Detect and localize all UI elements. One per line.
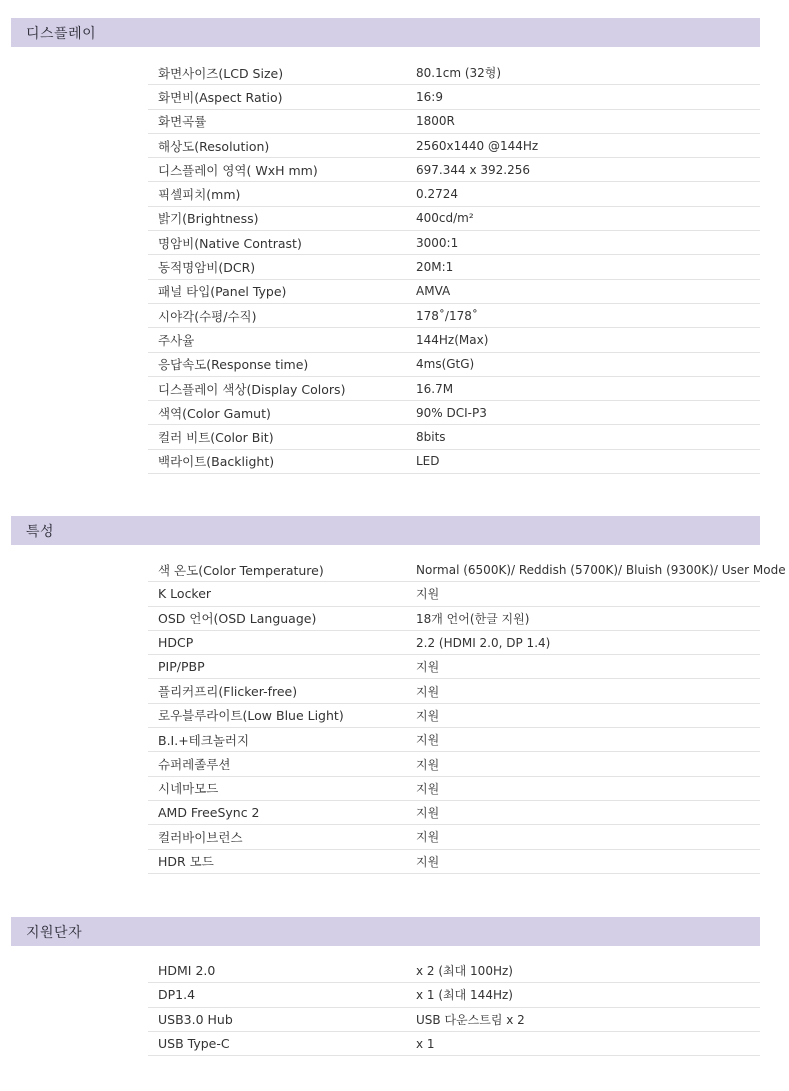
- spec-label: 해상도(Resolution): [158, 138, 270, 154]
- spec-label: USB3.0 Hub: [158, 1011, 233, 1027]
- spec-value: Normal (6500K)/ Reddish (5700K)/ Bluish (9300K)/ User Mode: [416, 562, 786, 577]
- ports-section-title: 지원단자: [26, 924, 83, 941]
- spec-label: OSD 언어(OSD Language): [158, 611, 317, 627]
- spec-row: [148, 728, 760, 752]
- spec-value: 지원: [416, 587, 440, 602]
- spec-label: 디스플레이 영역( WxH mm): [158, 162, 318, 178]
- spec-row: [148, 401, 760, 425]
- spec-label: 슈퍼레졸루션: [158, 757, 231, 773]
- spec-value: 지원: [416, 757, 440, 772]
- spec-row: [148, 182, 760, 206]
- spec-value: 3000:1: [416, 235, 459, 250]
- spec-label: 디스플레이 색상(Display Colors): [158, 381, 346, 397]
- spec-value: 2560x1440 @144Hz: [416, 138, 539, 153]
- spec-label: 주사율: [158, 332, 195, 348]
- spec-value: 8bits: [416, 430, 446, 445]
- spec-label: 로우블루라이트(Low Blue Light): [158, 708, 344, 724]
- spec-label: HDMI 2.0: [158, 963, 216, 979]
- spec-row: [148, 280, 760, 304]
- spec-value: 16:9: [416, 89, 443, 104]
- ports-spec-table: [148, 959, 760, 1056]
- spec-row: [148, 353, 760, 377]
- spec-value: 80.1cm (32형): [416, 66, 502, 81]
- spec-label: 명암비(Native Contrast): [158, 235, 302, 251]
- spec-label: DP1.4: [158, 987, 196, 1003]
- spec-value: 4ms(GtG): [416, 357, 475, 372]
- spec-row: [148, 825, 760, 849]
- spec-row: [148, 983, 760, 1007]
- spec-row: [148, 450, 760, 474]
- spec-row: [148, 61, 760, 85]
- spec-label: PIP/PBP: [158, 659, 205, 675]
- spec-row: [148, 328, 760, 352]
- ports-section-header: [11, 917, 760, 946]
- spec-label: 화면비(Aspect Ratio): [158, 89, 283, 105]
- spec-value: 20M:1: [416, 260, 454, 275]
- spec-value: 지원: [416, 854, 440, 869]
- spec-label: 시야각(수평/수직): [158, 308, 257, 324]
- spec-value: 지원: [416, 684, 440, 699]
- spec-value: 0.2724: [416, 187, 458, 202]
- spec-value: 지원: [416, 660, 440, 675]
- spec-label: 밝기(Brightness): [158, 211, 259, 227]
- spec-label: AMD FreeSync 2: [158, 805, 260, 821]
- spec-value: 2.2 (HDMI 2.0, DP 1.4): [416, 635, 551, 650]
- spec-value: 178˚/178˚: [416, 308, 478, 323]
- spec-row: [148, 959, 760, 983]
- spec-label: HDR 모드: [158, 854, 214, 870]
- spec-value: 144Hz(Max): [416, 332, 489, 347]
- spec-row: [148, 777, 760, 801]
- spec-label: 응답속도(Response time): [158, 357, 309, 373]
- spec-value: x 1 (최대 144Hz): [416, 988, 513, 1003]
- spec-row: [148, 558, 786, 582]
- spec-value: x 1: [416, 1036, 435, 1051]
- spec-value: 697.344 x 392.256: [416, 162, 530, 177]
- spec-value: 지원: [416, 830, 440, 845]
- spec-row: [148, 207, 760, 231]
- spec-row: [148, 752, 760, 776]
- spec-row: [148, 582, 760, 606]
- spec-label: 백라이트(Backlight): [158, 454, 275, 470]
- spec-row: [148, 704, 760, 728]
- spec-value: 지원: [416, 733, 440, 748]
- spec-label: B.I.+테크놀러지: [158, 732, 250, 748]
- spec-value: 지원: [416, 781, 440, 796]
- spec-row: [148, 425, 760, 449]
- spec-label: 패널 타입(Panel Type): [158, 284, 287, 300]
- spec-label: 화면사이즈(LCD Size): [158, 65, 284, 81]
- spec-label: 화면곡률: [158, 114, 207, 130]
- spec-label: HDCP: [158, 635, 194, 651]
- spec-label: 동적명암비(DCR): [158, 260, 256, 276]
- spec-value: 90% DCI-P3: [416, 405, 487, 420]
- spec-row: [148, 304, 760, 328]
- spec-value: 18개 언어(한글 지원): [416, 611, 530, 626]
- spec-label: 컬러바이브런스: [158, 829, 243, 845]
- spec-row: [148, 631, 760, 655]
- spec-row: [148, 850, 760, 874]
- spec-value: USB 다운스트림 x 2: [416, 1012, 525, 1027]
- spec-label: 색역(Color Gamut): [158, 405, 271, 421]
- spec-row: [148, 655, 760, 679]
- spec-value: x 2 (최대 100Hz): [416, 964, 513, 979]
- spec-row: [148, 1008, 760, 1032]
- spec-label: 시네마모드: [158, 781, 219, 797]
- spec-row: [148, 607, 760, 631]
- features-spec-table: [148, 558, 786, 874]
- spec-row: [148, 377, 760, 401]
- spec-row: [148, 134, 760, 158]
- spec-row: [148, 231, 760, 255]
- spec-label: 색 온도(Color Temperature): [158, 562, 324, 578]
- spec-label: 플리커프리(Flicker-free): [158, 684, 298, 700]
- spec-row: [148, 679, 760, 703]
- display-section-title: 디스플레이: [26, 25, 97, 42]
- spec-row: [148, 110, 760, 134]
- display-spec-table: [148, 61, 760, 474]
- spec-value: LED: [416, 454, 440, 469]
- features-section-title: 특성: [26, 523, 55, 540]
- features-section-header: [11, 516, 760, 545]
- spec-row: [148, 1032, 760, 1056]
- spec-value: 지원: [416, 806, 440, 821]
- spec-row: [148, 255, 760, 279]
- spec-row: [148, 801, 760, 825]
- spec-value: 1800R: [416, 114, 455, 129]
- spec-label: K Locker: [158, 586, 212, 602]
- spec-row: [148, 158, 760, 182]
- display-section-header: [11, 18, 760, 47]
- spec-value: 지원: [416, 708, 440, 723]
- spec-label: 픽셀피치(mm): [158, 187, 241, 203]
- spec-value: 400cd/m²: [416, 211, 474, 226]
- spec-row: [148, 85, 760, 109]
- spec-value: AMVA: [416, 284, 451, 299]
- spec-label: USB Type-C: [158, 1036, 230, 1052]
- spec-value: 16.7M: [416, 381, 454, 396]
- spec-label: 컬러 비트(Color Bit): [158, 430, 274, 446]
